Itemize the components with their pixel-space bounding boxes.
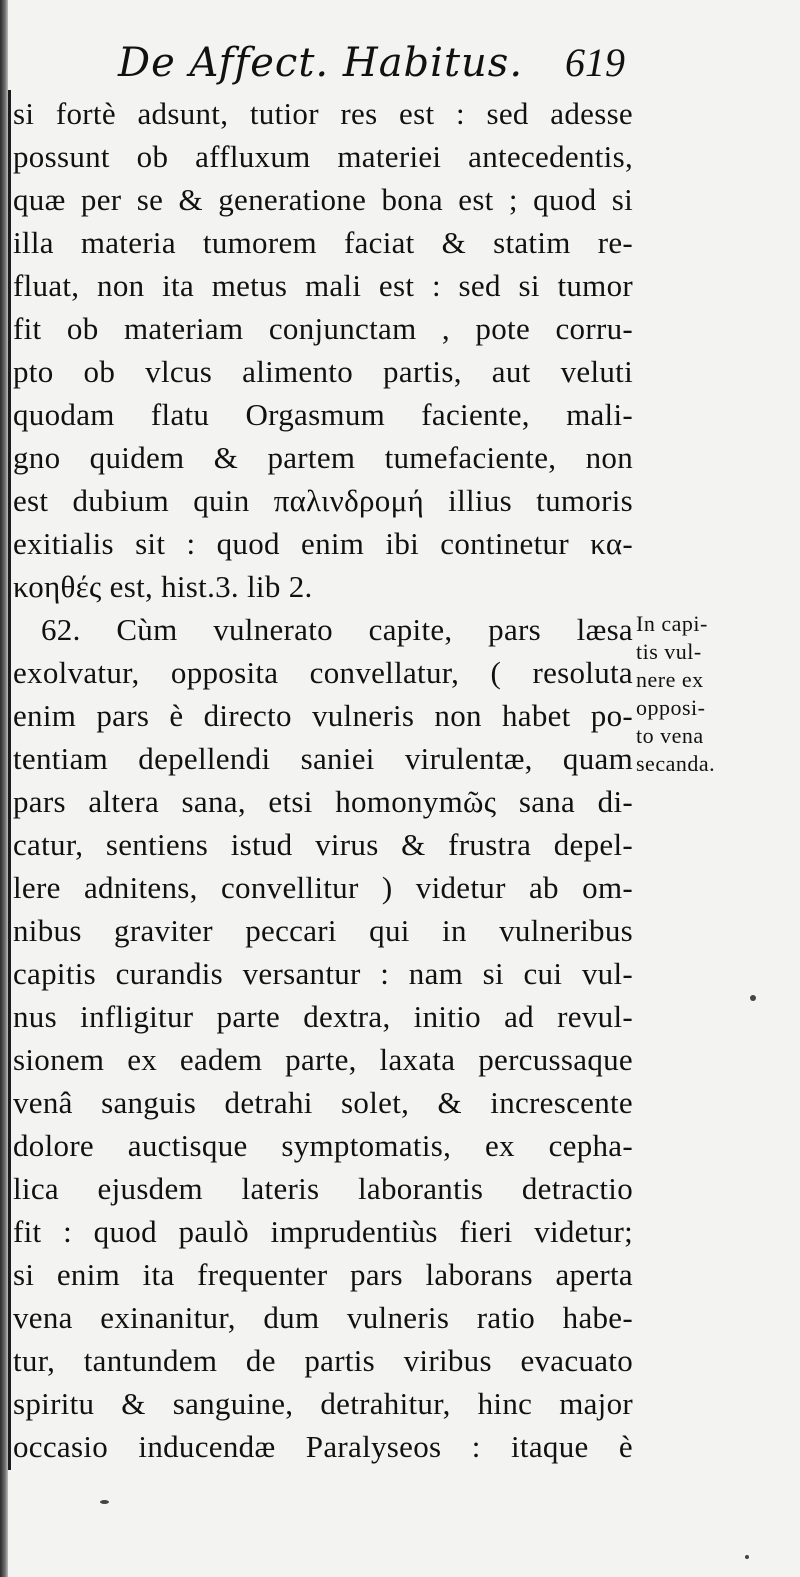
- text-line: exitialis sit : quod enim ibi continetur κα-: [13, 526, 633, 561]
- text-line: venâ sanguis detrahi solet, & increscente: [13, 1085, 633, 1120]
- text-line: pars altera sana, etsi homonymῶς sana di-: [13, 784, 633, 819]
- marginal-note-line: tis vul-: [636, 639, 702, 664]
- ink-speck: [745, 1555, 749, 1559]
- text-line: quodam flatu Orgasmum faciente, mali-: [13, 397, 633, 432]
- marginal-note-line: opposi-: [636, 695, 706, 720]
- text-line: nibus graviter peccari qui in vulneribus: [13, 913, 633, 948]
- marginal-note-line: to vena: [636, 723, 704, 748]
- text-line: enim pars è directo vulneris non habet po-: [13, 698, 633, 733]
- marginal-note-line: In capi-: [636, 611, 708, 636]
- text-line: tur, tantundem de partis viribus evacuato: [13, 1343, 633, 1378]
- text-line: fluat, non ita metus mali est : sed si tumor: [13, 268, 633, 303]
- page-header: [0, 38, 800, 88]
- text-line: catur, sentiens istud virus & frustra depel-: [13, 827, 633, 862]
- paragraph-start-line: 62. Cùm vulnerato capite, pars læsa: [41, 612, 633, 647]
- text-line: κοηθές est, hist.3. lib 2.: [13, 569, 313, 604]
- text-line: vena exinanitur, dum vulneris ratio habe-: [13, 1300, 633, 1335]
- text-line: si fortè adsunt, tutior res est : sed adesse: [13, 96, 633, 131]
- text-line: lere adnitens, convellitur ) videtur ab om-: [13, 870, 633, 905]
- running-title: De Affect. Habitus.: [118, 40, 524, 86]
- text-line: dolore auctisque symptomatis, ex cepha-: [13, 1128, 633, 1163]
- page-number: 619: [565, 40, 625, 85]
- text-line: fit : quod paulò imprudentiùs fieri videtur;: [13, 1214, 633, 1249]
- text-line: lica ejusdem lateris laborantis detractio: [13, 1171, 633, 1206]
- text-line: capitis curandis versantur : nam si cui vul-: [13, 956, 633, 991]
- text-line: illa materia tumorem faciat & statim re-: [13, 225, 633, 260]
- text-line: sionem ex eadem parte, laxata percussaque: [13, 1042, 633, 1077]
- text-line: fit ob materiam conjunctam , pote corru-: [13, 311, 633, 346]
- marginal-note: [636, 610, 796, 778]
- text-line: spiritu & sanguine, detrahitur, hinc major: [13, 1386, 633, 1421]
- text-line: exolvatur, opposita convellatur, ( resoluta: [13, 655, 633, 690]
- text-line: nus infligitur parte dextra, initio ad revul-: [13, 999, 633, 1034]
- marginal-note-line: secanda.: [636, 751, 716, 776]
- text-line: occasio inducendæ Paralyseos : itaque è: [13, 1429, 633, 1464]
- text-line: gno quidem & partem tumefaciente, non: [13, 440, 633, 475]
- text-line: pto ob vlcus alimento partis, aut veluti: [13, 354, 633, 389]
- text-line: si enim ita frequenter pars laborans aperta: [13, 1257, 633, 1292]
- page-gutter-line: [8, 90, 11, 1470]
- body-text: [13, 92, 633, 1468]
- text-line: tentiam depellendi saniei virulentæ, quam: [13, 741, 633, 776]
- text-line: quæ per se & generatione bona est ; quod si: [13, 182, 633, 217]
- marginal-note-line: nere ex: [636, 667, 704, 692]
- ink-speck: [750, 995, 756, 1001]
- text-line: est dubium quin παλινδρομή illius tumoris: [13, 483, 633, 518]
- page-edge-shadow: [0, 0, 8, 1577]
- text-line: possunt ob affluxum materiei antecedentis,: [13, 139, 633, 174]
- ink-speck: [100, 1500, 109, 1504]
